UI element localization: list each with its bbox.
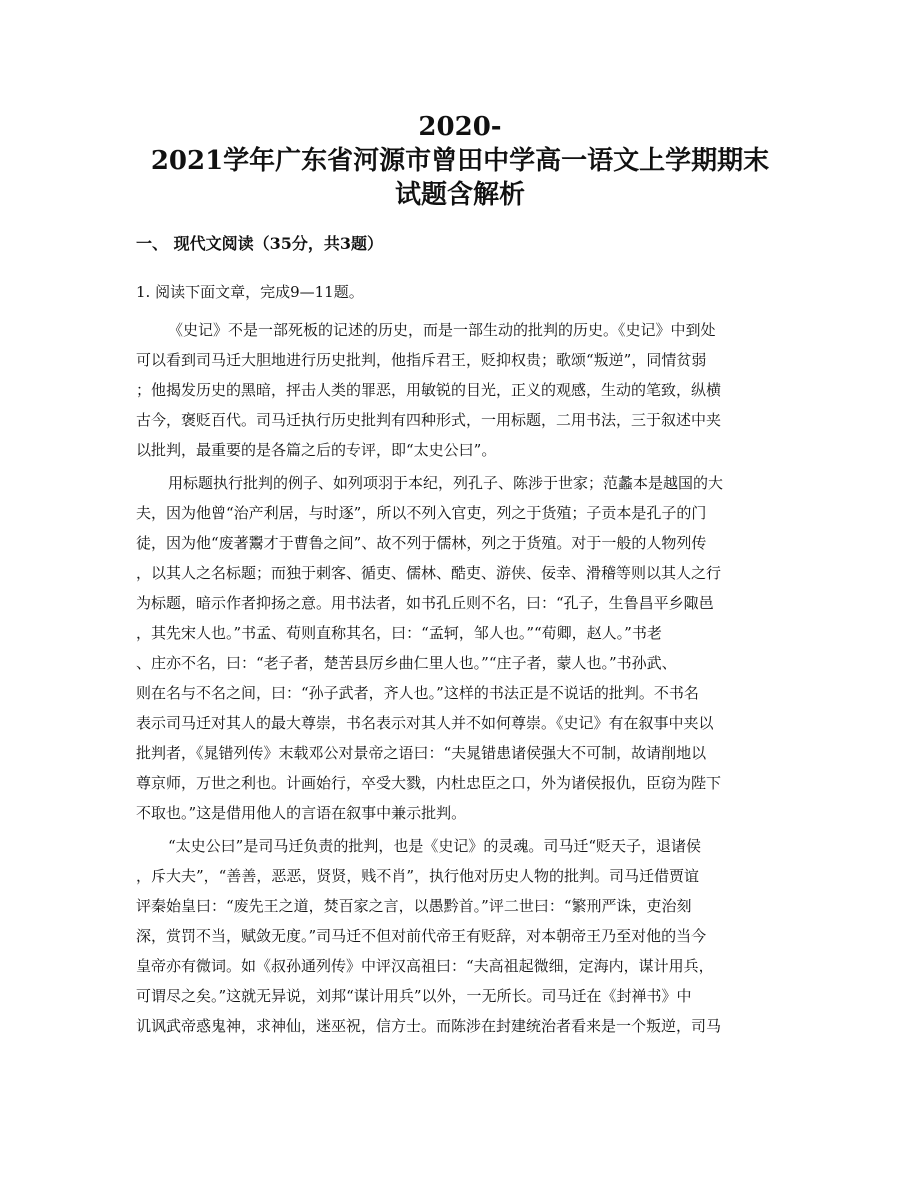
paragraph-line: 可谓尽之矣。”这就无异说，刘邦“谋计用兵”以外，一无所长。司马迁在《封禅书》中 — [136, 987, 692, 1005]
paragraph-line: 尊京师，万世之利也。计画始行，卒受大戮，内杜忠臣之口，外为诸侯报仇，臣窃为陛下 — [136, 774, 722, 792]
paragraph-line: “太史公曰”是司马迁负责的批判，也是《史记》的灵魂。司马迁“贬天子，退诸侯 — [168, 837, 702, 855]
paragraph-line: ，其先宋人也。”书孟、荀则直称其名，曰：“孟轲，邹人也。”“荀卿，赵人。”书老 — [136, 624, 662, 642]
paragraph-line: 以批判，最重要的是各篇之后的专评，即“太史公曰”。 — [136, 441, 497, 459]
paragraph-line: 、庄亦不名，曰：“老子者，楚苦县厉乡曲仁里人也。”“庄子者，蒙人也。”书孙武、 — [136, 654, 677, 672]
paragraph-line: 深，赏罚不当，赋敛无度。”司马迁不但对前代帝王有贬辞，对本朝帝王乃至对他的当今 — [136, 927, 707, 945]
question-prompt: 1. 阅读下面文章，完成9—11题。 — [136, 283, 364, 301]
paragraph-line: 表示司马迁对其人的最大尊崇，书名表示对其人并不如何尊崇。《史记》有在叙事中夹以 — [136, 714, 714, 732]
paragraph-line: 《史记》不是一部死板的记述的历史，而是一部生动的批判的历史。《史记》中到处 — [168, 321, 716, 339]
paragraph-line: 徒，因为他“废著鬻才于曹鲁之间”、故不列于儒林，列之于货殖。对于一般的人物列传 — [136, 534, 707, 552]
paragraph-2 — [136, 468, 786, 828]
title-line-1: 2020- — [418, 112, 502, 142]
paragraph-line: ，以其人之名标题；而独于刺客、循吏、儒林、酷吏、游侠、佞幸、滑稽等则以其人之行 — [136, 564, 722, 582]
paragraph-line: 为标题，暗示作者抑扬之意。用书法者，如书孔丘则不名，曰：“孔子，生鲁昌平乡陬邑 — [136, 594, 714, 612]
paragraph-line: 皇帝亦有微词。如《叔孙通列传》中评汉高祖曰：“夫高祖起微细，定海内，谋计用兵， — [136, 957, 714, 975]
title-line-2: 2021学年广东省河源市曾田中学高一语文上学期期末 — [150, 146, 770, 176]
title-line-3: 试题含解析 — [394, 180, 525, 210]
paragraph-line: 批判者，《晁错列传》末载邓公对景帝之语曰：“夫晁错患诸侯强大不可制，故请削地以 — [136, 744, 707, 762]
paragraph-3 — [136, 831, 786, 1041]
paragraph-line: ；他揭发历史的黑暗，抨击人类的罪恶，用敏锐的目光，正义的观感，生动的笔致，纵横 — [136, 381, 722, 399]
paragraph-line: ，斥大夫”，“善善，恶恶，贤贤，贱不肖”，执行他对历史人物的批判。司马迁借贾谊 — [136, 867, 700, 885]
document-title — [120, 110, 800, 212]
paragraph-1 — [136, 315, 786, 465]
paragraph-line: 讥讽武帝惑鬼神，求神仙，迷巫祝，信方士。而陈涉在封建统治者看来是一个叛逆，司马 — [136, 1017, 722, 1035]
section-heading: 一、 现代文阅读（35分，共3题） — [136, 234, 383, 253]
paragraph-line: 古今，褒贬百代。司马迁执行历史批判有四种形式，一用标题，二用书法，三于叙述中夹 — [136, 411, 722, 429]
paragraph-line: 可以看到司马迁大胆地进行历史批判，他指斥君王，贬抑权贵；歌颂“叛逆”，同情贫弱 — [136, 351, 707, 369]
passage-body — [136, 315, 786, 1044]
paragraph-line: 评秦始皇曰：“废先王之道，焚百家之言，以愚黔首。”评二世曰：“繁刑严诛，吏治刻 — [136, 897, 692, 915]
paragraph-line: 夫，因为他曾“治产利居，与时逐”，所以不列入官吏，列之于货殖；子贡本是孔子的门 — [136, 504, 707, 522]
paragraph-line: 不取也。”这是借用他人的言语在叙事中兼示批判。 — [136, 804, 467, 822]
paragraph-line: 则在名与不名之间，曰：“孙子武者，齐人也。”这样的书法正是不说话的批判。不书名 — [136, 684, 699, 702]
paragraph-line: 用标题执行批判的例子、如列项羽于本纪，列孔子、陈涉于世家；范蠡本是越国的大 — [168, 474, 724, 492]
